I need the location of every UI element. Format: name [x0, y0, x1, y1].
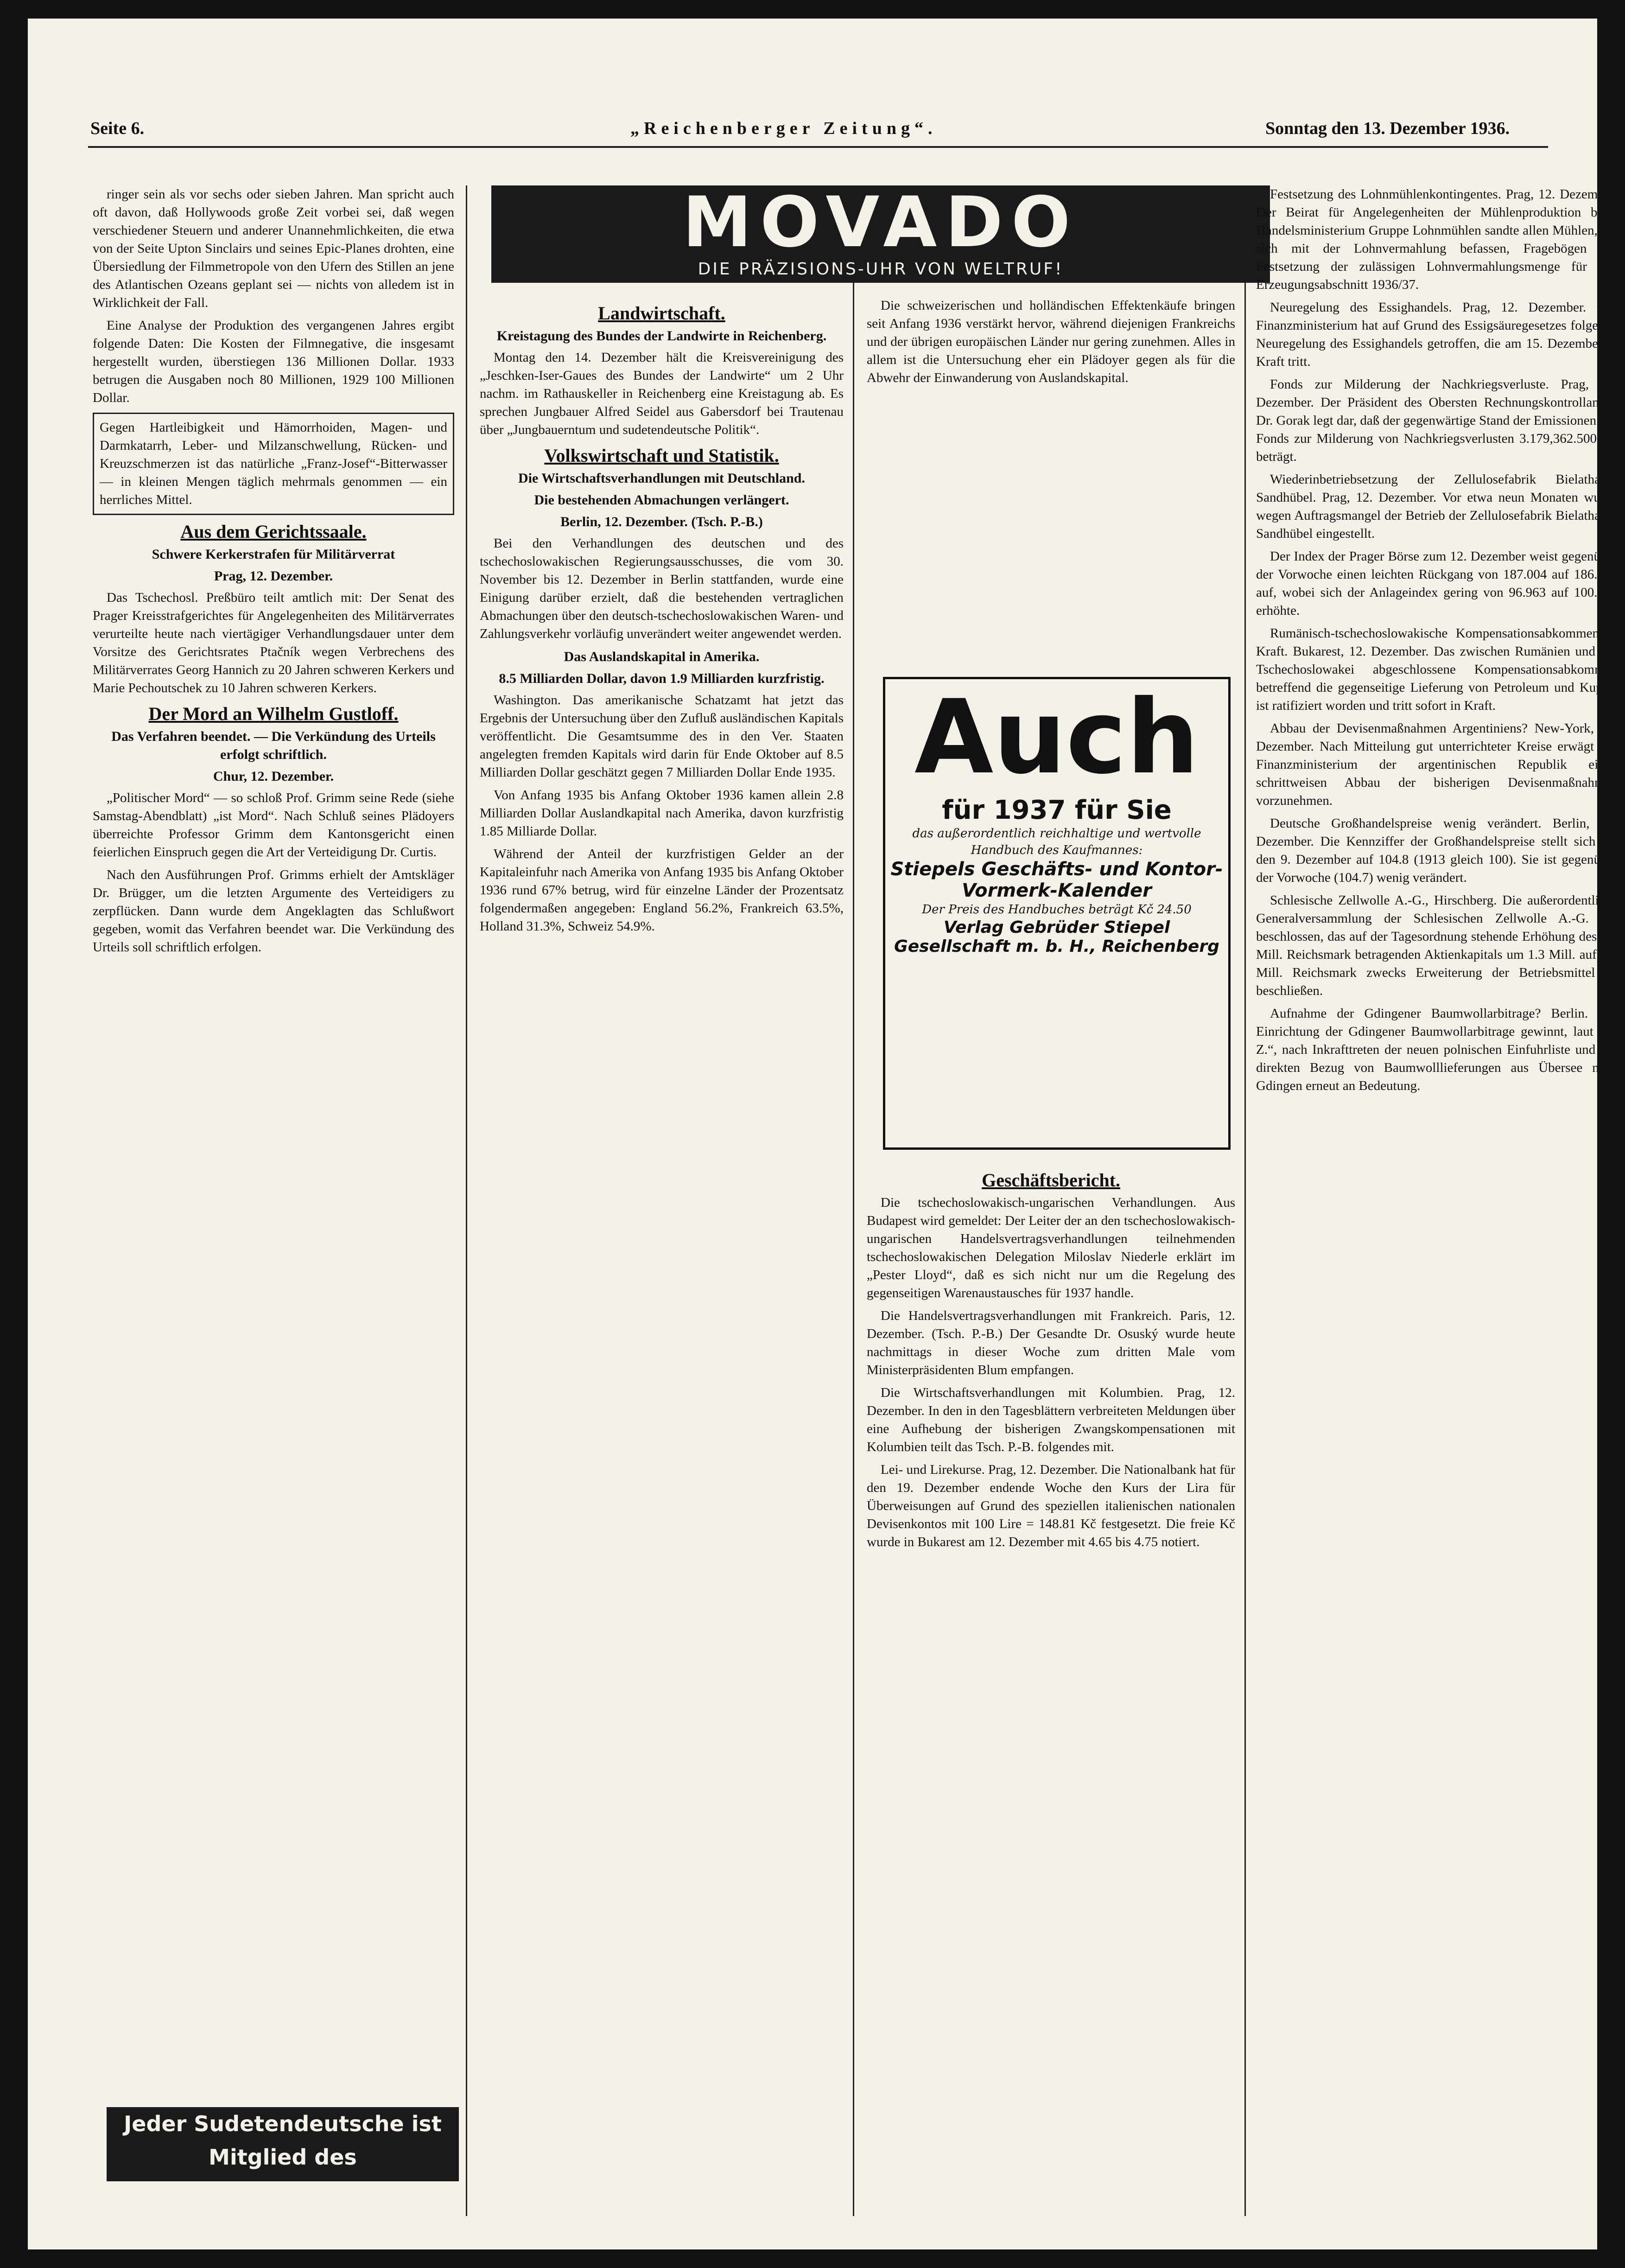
- paragraph: Montag den 14. Dezember hält die Kreisvereinigung des „Jeschken-Iser-Gaues des Bundes der Landwirte“ um 2 Uhr nachm. im Rathauskeller in Reichenberg eine Kreistagung ab. Es sprechen Jungbauer Alfred Seidel aus Gabersdorf bei Trautenau über „Jungbauerntum und sudetendeutsche Politik“.: [480, 350, 844, 437]
- dateline: Berlin, 12. Dezember. (Tsch. P.-B.): [560, 514, 763, 529]
- ad-text: das außerordentlich reichhaltige und wertvolle Handbuch des Kaufmannes:: [912, 827, 1201, 857]
- advertisement-box: [93, 413, 454, 515]
- ad-publisher: Verlag Gebrüder Stiepel Gesellschaft m. b. H., Reichenberg: [894, 918, 1219, 956]
- paragraph: Wiederinbetriebsetzung der Zellulosefabrik Bielathal—Sandhübel. Prag, 12. Dezember. Vor etwa neun Monaten wurde wegen Auftragsmangel der Betrieb der Zellulosefabrik Bielathal—Sandhübel eingestellt.: [1256, 472, 1618, 541]
- issue-date: Sonntag den 13. Dezember 1936.: [1265, 119, 1510, 138]
- paragraph: Der Index der Prager Börse zum 12. Dezember weist gegenüber der Vorwoche einen leichten Rückgang von 187.004 auf 186.414 auf, wobei sich der Anlageindex gering von 96.963 auf 100.108 erhöhte.: [1256, 549, 1618, 618]
- dateline: Prag, 12. Dezember.: [214, 568, 333, 584]
- paragraph: Nach den Ausführungen Prof. Grimms erhielt der Amtskläger Dr. Brügger, um die letzten Argumente des Verteidigers zu zerpflücken. Dann wurde dem Angeklagten das Schlußwort gegeben, womit das Verfahren beendet war. Die Verkündung des Urteils soll schriftlich erfolgen.: [93, 867, 454, 955]
- header-rule: [88, 146, 1548, 148]
- section-heading: Volkswirtschaft und Statistik.: [544, 445, 779, 466]
- paragraph: Lei- und Lirekurse. Prag, 12. Dezember. Die Nationalbank hat für den 19. Dezember endende Woche den Kurs der Lira für Überweisungen auf Grund des speziellen italienischen nationalen Devisenkontos mit 100 Lire = 148.81 Kč festgesetzt. Die freie Kč wurde in Bukarest am 12. Dezember mit 4.65 bis 4.75 notiert.: [867, 1462, 1235, 1549]
- subheading: Die bestehenden Abmachungen verlängert.: [534, 492, 789, 508]
- subheading: Schwere Kerkerstrafen für Militärverrat: [152, 547, 395, 562]
- subheading: Kreistagung des Bundes der Landwirte in Reichenberg.: [496, 328, 827, 344]
- paragraph: Aufnahme der Gdingener Baumwollarbitrage? Berlin. Die Einrichtung der Gdingener Baumwollarbitrage gewinnt, laut „B. Z.“, nach Inkrafttreten der neuen polnischen Einfuhrliste und der direkten Bezug von Baumwolllieferungen aus Übersee nach Gdingen erneut an Bedeutung.: [1256, 1006, 1618, 1093]
- paragraph: Rumänisch-tschechoslowakische Kompensationsabkommen in Kraft. Bukarest, 12. Dezember. Das zwischen Rumänien und der Tschechoslowakei abgeschlossene Kompensationsabkommen betreffend die gegenseitige Lieferung von Petroleum und Kupfer ist ratifiziert worden und tritt sofort in Kraft.: [1256, 626, 1618, 713]
- paragraph: Die Handelsvertragsverhandlungen mit Frankreich. Paris, 12. Dezember. (Tsch. P.-B.) Der Gesandte Dr. Osuský wurde heute nachmittags in dieser Woche zum dritten Male vom Ministerpräsidenten Blum empfangen.: [867, 1308, 1235, 1377]
- movado-advertisement: [491, 182, 1270, 283]
- column-rule: [853, 185, 854, 2216]
- section-heading: Aus dem Gerichtssaale.: [180, 521, 367, 542]
- paragraph: Neuregelung des Essighandels. Prag, 12. Dezember. Das Finanzministerium hat auf Grund des Essigsäuregesetzes folgende Neuregelung des Essighandels getroffen, die am 15. Dezember in Kraft tritt.: [1256, 300, 1618, 369]
- paragraph: Fonds zur Milderung der Nachkriegsverluste. Prag, 12. Dezember. Der Präsident des Obersten Rechnungskontrollamtes Dr. Gorak legt dar, daß der gegenwärtige Stand der Emissionen des Fonds zur Milderung von Nachkriegsverlusten 3.179,362.500 Kč beträgt.: [1256, 377, 1618, 464]
- paragraph: Eine Analyse der Produktion des vergangenen Jahres ergibt folgende Daten: Die Kosten der Filmnegative, die insgesamt hergestellt wurden, überstiegen 136 Millionen Dollar. 1933 betrugen die Ausgaben noch 80 Millionen, 1929 100 Millionen Dollar.: [93, 318, 454, 405]
- ad-headline: Auch: [914, 678, 1199, 796]
- paragraph: Washington. Das amerikanische Schatzamt hat jetzt das Ergebnis der Untersuchung über den Zufluß ausländischen Kapitals veröffentlicht. Die Gesamtsumme des in den Ver. Staaten angelegten fremden Kapitals wird darin für Ende Oktober auf 8.5 Milliarden Dollar geschätzt gegen 7 Milliarden Dollar Ende 1935.: [480, 693, 844, 780]
- stiepel-calendar-advertisement: [883, 677, 1231, 1150]
- ad-price: Der Preis des Handbuches beträgt Kč 24.50: [922, 903, 1192, 917]
- section-heading: Geschäftsbericht.: [982, 1170, 1120, 1191]
- paragraph: Während der Anteil der kurzfristigen Gelder an der Kapitaleinfuhr nach Amerika von Anfang 1935 bis Anfang Oktober 1936 rund 67% betrug, wird für einzelne Länder der Prozentsatz folgendermaßen angegeben: England 56.2%, Frankreich 63.5%, Holland 31.3%, Schweiz 54.9%.: [480, 847, 844, 934]
- column-3: [867, 297, 1235, 392]
- dateline: Chur, 12. Dezember.: [213, 769, 334, 784]
- kulturverband-banner: Jeder Sudetendeutsche ist Mitglied des Kulturverbandes!: [107, 2107, 459, 2181]
- section-heading: Landwirtschaft.: [598, 303, 725, 324]
- paragraph: Die schweizerischen und holländischen Effektenkäufe bringen seit Anfang 1936 verstärkt hervor, während diejenigen Frankreichs und der übrigen europäischen Länder nur gering zunehmen. Alles in allem ist die Untersuchung eher ein Plädoyer gegen als für die Abwehr der Einwanderung von Auslandskapital.: [867, 298, 1235, 385]
- subheading: Das Verfahren beendet. — Die Verkündung des Urteils erfolgt schriftlich.: [111, 729, 436, 762]
- section-heading: Der Mord an Wilhelm Gustloff.: [148, 703, 399, 724]
- paragraph: Das Tschechosl. Preßbüro teilt amtlich mit: Der Senat des Prager Kreisstrafgerichtes für Angelegenheiten des Militärverrates verurteilte heute nach viertägiger Verhandlungsdauer unter dem Vorsitze des Gerichtsrates Ptačník wegen Verbrechens des Militärverrates Georg Hannich zu 20 Jahren schweren Kerkers und Marie Pechoutschek zu 10 Jahren schweren Kerkers.: [93, 590, 454, 695]
- column-1: [93, 185, 454, 961]
- ad-subheadline: für 1937 für Sie: [942, 795, 1172, 825]
- paragraph: Festsetzung des Lohnmühlenkontingentes. Prag, 12. Dezember. Der Beirat für Angelegenheiten der Mühlenproduktion beim Handelsministerium Gruppe Lohnmühlen sandte allen Mühlen, die sich mit der Lohnvermahlung befassen, Fragebögen zur Festsetzung der zulässigen Lohnvermahlungsmenge für den Erzeugungsabschnitt 1936/37.: [1256, 187, 1618, 292]
- paragraph: Abbau der Devisenmaßnahmen Argentiniens? New-York, 12. Dezember. Nach Mitteilung gut unterrichteter Kreise erwägt das Finanzministerium der argentinischen Republik einen schrittweisen Abbau der bisherigen Devisenmaßnahmen vorzunehmen.: [1256, 721, 1618, 808]
- paragraph: Von Anfang 1935 bis Anfang Oktober 1936 kamen allein 2.8 Milliarden Dollar Auslandkapital nach Amerika, davon kurzfristig 1.85 Milliarde Dollar.: [480, 788, 844, 839]
- paragraph: „Politischer Mord“ — so schloß Prof. Grimm seine Rede (siehe Samstag-Abendblatt) „ist Mord“. Nach Schluß seines Plädoyers überreichte Professor Grimm dem Kantonsgericht einen feierlichen Einspruch gegen die Art der Verteidigung Dr. Curtis.: [93, 790, 454, 860]
- masthead: „Reichenberger Zeitung“.: [630, 119, 937, 138]
- subheading: Das Auslandskapital in Amerika.: [564, 649, 760, 664]
- column-rule: [1244, 185, 1246, 2216]
- column-rule: [466, 185, 467, 2216]
- subheading: 8.5 Milliarden Dollar, davon 1.9 Milliarden kurzfristig.: [499, 671, 825, 686]
- ad-title: Stiepels Geschäfts- und Kontor-Vormerk-Kalender: [890, 859, 1223, 901]
- paragraph: Die Wirtschaftsverhandlungen mit Kolumbien. Prag, 12. Dezember. In den in den Tagesblättern verbreiteten Meldungen über eine Aufhebung der bisherigen Zwangskompensationen mit Kolumbien teilt das Tsch. P.-B. folgendes mit.: [867, 1385, 1235, 1454]
- movado-tagline: DIE PRÄZISIONS-UHR VON WELTRUF!: [698, 260, 1064, 279]
- ad-text: Gegen Hartleibigkeit und Hämorrhoiden, Magen- und Darmkatarrh, Leber- und Milzanschwellung, Rücken- und Kreuzschmerzen ist das natürliche „Franz-Josef“-Bitterwasser — in kleinen Mengen täglich mehrmals genommen — ein herrliches Mittel.: [100, 420, 447, 507]
- paragraph: Die tschechoslowakisch-ungarischen Verhandlungen. Aus Budapest wird gemeldet: Der Leiter der an den tschechoslowakisch-ungarischen Handelsvertragsverhandlungen teilnehmenden tschechoslowakischen Delegation Miloslav Niederle erklärt im „Pester Lloyd“, daß es sich nicht nur um die Regelung des gegenseitigen Warenaustausches für 1937 handle.: [867, 1195, 1235, 1300]
- movado-brand: MOVADO: [682, 182, 1079, 263]
- subheading: Die Wirtschaftsverhandlungen mit Deutschland.: [518, 471, 805, 486]
- column-4: [1256, 185, 1618, 1100]
- paragraph: Bei den Verhandlungen des deutschen und des tschechoslowakischen Regierungsausschusses, die vom 30. November bis 12. Dezember in Berlin stattfanden, wurde eine Einigung darüber erzielt, daß die bestehenden vertraglichen Abmachungen über den deutsch-tschechoslowakischen Waren- und Zahlungsverkehr vorläufig unverändert weiter angewendet werden.: [480, 536, 844, 641]
- column-3-lower: [867, 1164, 1235, 1556]
- paragraph: Schlesische Zellwolle A.-G., Hirschberg. Die außerordentliche Generalversammlung der Schlesischen Zellwolle A.-G. hat beschlossen, das auf der Tagesordnung stehende Erhöhung des 3.7 Mill. Reichsmark betragenden Aktienkapitals um 1.3 Mill. auf 5.0 Mill. Reichsmark zwecks Erweiterung der Betriebsmittel zu beschließen.: [1256, 893, 1618, 998]
- newspaper-page: [28, 19, 1618, 2249]
- paragraph: ringer sein als vor sechs oder sieben Jahren. Man spricht auch oft davon, daß Hollywoods große Zeit vorbei sei, daß wegen verschiedener Steuern und anderer Unannehmlichkeiten, die etwa von der Seite Upton Sinclairs und seines Epic-Planes drohten, eine Übersiedlung der Filmmetropole von den Ufern des Stillen an jene des Atlantischen Ozeans geplant sei — nichts von alledem ist in Wirklichkeit der Fall.: [93, 187, 454, 310]
- paragraph: Deutsche Großhandelspreise wenig verändert. Berlin, 12. Dezember. Die Kennziffer der Großhandelspreise stellt sich für den 9. Dezember auf 104.8 (1913 gleich 100). Sie ist gegenüber der Vorwoche (104.7) wenig verändert.: [1256, 816, 1618, 885]
- page-number: Seite 6.: [90, 119, 145, 138]
- column-2: [480, 297, 844, 940]
